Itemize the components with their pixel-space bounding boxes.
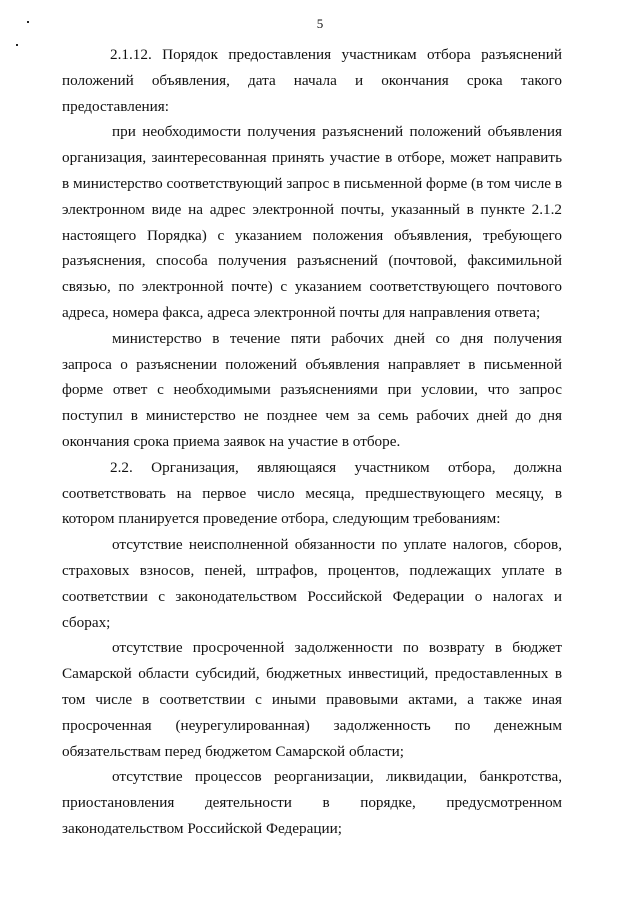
paragraph-request-procedure: при необходимости получения разъяснений положений объявления организация, заинтересованная принять участие в отборе, может направить в министерство соответствующий запрос в письменной форме (в том числе в электронном виде на адрес электронной почты, указанный в пункте 2.1.2 настоящего Порядка) с указанием положения объявления, требующего разъяснения, способа получения разъяснений (почтовой, факсимильной связью, по электронной почте) с указанием соответствующего почтового адреса, номера факса, адреса электронной почты для направления ответа; <box>62 123 562 321</box>
paragraph-requirement-taxes: отсутствие неисполненной обязанности по уплате налогов, сборов, страховых взносов, пеней, штрафов, процентов, подлежащих уплате в соответствии с законодательством Российской Федерации о налогах и сборах; <box>62 536 562 631</box>
section-heading-2-2: 2.2. Организация, являющаяся участником отбора, должна соответствовать на первое число месяца, предшествующего месяцу, в котором планируется проведение отбора, следующим требованиям: <box>62 458 562 528</box>
page-number: 5 <box>316 16 324 31</box>
section-heading-2-1-12: 2.1.12. Порядок предоставления участникам отбора разъяснений положений объявления, дата начала и окончания срока такого предоставления: <box>62 46 562 115</box>
document-body <box>62 42 562 842</box>
paragraph-requirement-debt: отсутствие просроченной задолженности по возврату в бюджет Самарской области субсидий, бюджетных инвестиций, предоставленных в том числе в соответствии с иными правовыми актами, а также иная просроченная (неурегулированная) задолженность по денежным обязательствам перед бюджетом Самарской области; <box>62 639 562 760</box>
paragraph-requirement-reorganization: отсутствие процессов реорганизации, ликвидации, банкротства, приостановления деятельности в порядке, предусмотренном законодательством Российской Федерации; <box>62 768 562 837</box>
scan-speck <box>16 44 18 46</box>
paragraph-ministry-response: министерство в течение пяти рабочих дней со дня получения запроса о разъяснении положений объявления направляет в письменной форме ответ с необходимыми разъяснениями при условии, что запрос поступил в министерство не позднее чем за семь рабочих дней до дня окончания срока приема заявок на участие в отборе. <box>62 329 562 450</box>
